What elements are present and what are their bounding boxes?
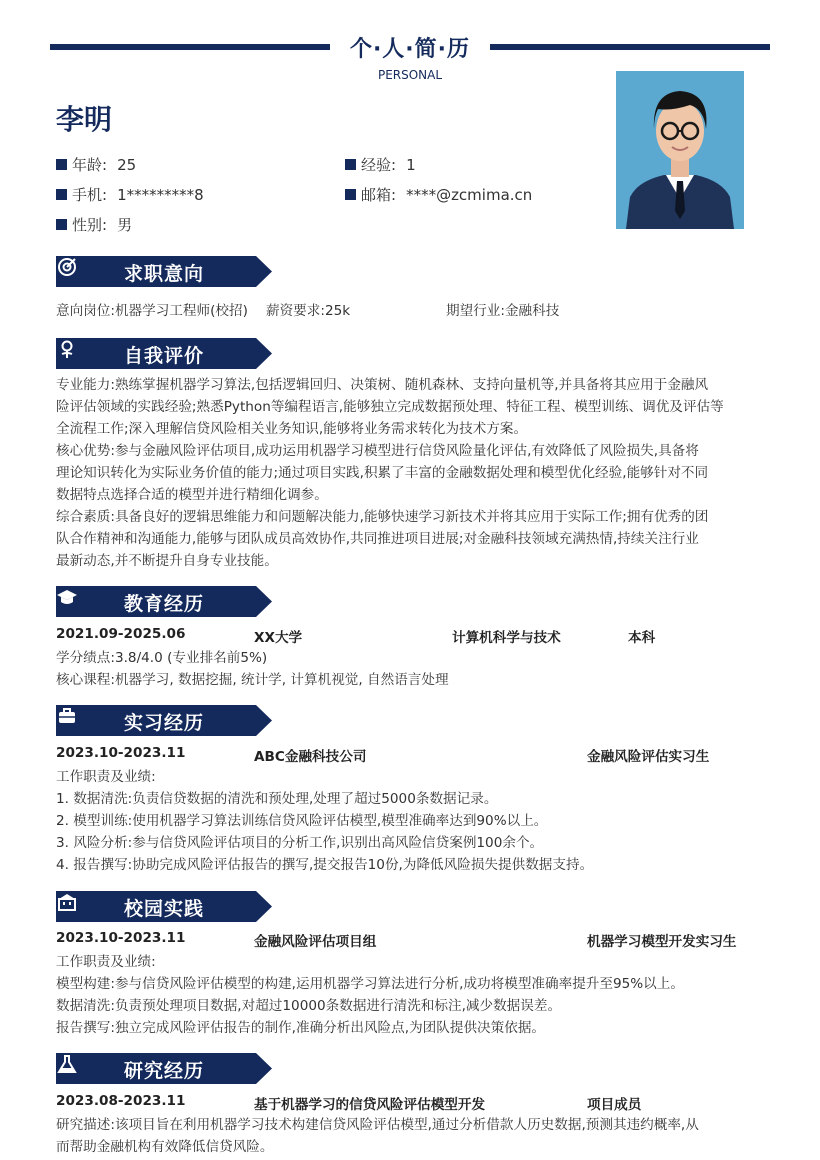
header-rule-right bbox=[490, 44, 770, 50]
experience-label: 经验: bbox=[361, 156, 397, 174]
briefcase-icon bbox=[56, 705, 78, 727]
self-eval-line: 队合作精神和沟通能力,能够与团队成员高效协作,共同推进项目进展;对金融科技领域充满热情,持续关注行业 bbox=[56, 531, 699, 547]
profile-photo bbox=[616, 71, 744, 229]
gender-label: 性别: bbox=[72, 216, 108, 234]
internship-role: 金融风险评估实习生 bbox=[587, 749, 710, 765]
intent-salary: 薪资要求:25k bbox=[266, 303, 351, 319]
graduation-cap-icon bbox=[56, 586, 78, 608]
education-period: 2021.09-2025.06 bbox=[56, 626, 186, 642]
self-eval-line: 全流程工作;深入理解信贷风险相关业务知识,能够将业务需求转化为技术方案。 bbox=[56, 421, 528, 437]
target-icon bbox=[56, 256, 78, 278]
self-eval-line: 最新动态,并不断提升自身专业技能。 bbox=[56, 553, 278, 569]
building-icon bbox=[56, 891, 78, 913]
bullet-square-icon bbox=[56, 189, 67, 200]
section-header-self-eval bbox=[56, 338, 272, 369]
campus-line: 数据清洗:负责预处理项目数据,对超过10000条数据进行清洗和标注,减少数据误差。 bbox=[56, 998, 562, 1014]
campus-line: 报告撰写:独立完成风险评估报告的制作,准确分析出风险点,为团队提供决策依据。 bbox=[56, 1020, 546, 1036]
education-gpa: 学分绩点:3.8/4.0 (专业排名前5%) bbox=[56, 650, 268, 666]
research-line: 研究描述:该项目旨在利用机器学习技术构建信贷风险评估模型,通过分析借款人历史数据,预测其违约概率,从 bbox=[56, 1117, 699, 1133]
campus-line: 模型构建:参与信贷风险评估模型的构建,运用机器学习算法进行分析,成功将模型准确率提升至95%以上。 bbox=[56, 976, 684, 992]
section-title: 研究经历 bbox=[124, 1060, 205, 1082]
internship-line: 1. 数据清洗:负责信贷数据的清洗和预处理,处理了超过5000条数据记录。 bbox=[56, 791, 498, 807]
education-degree: 本科 bbox=[628, 630, 656, 646]
self-eval-body bbox=[56, 374, 766, 572]
research-role: 项目成员 bbox=[587, 1097, 642, 1113]
self-eval-line: 专业能力:熟练掌握机器学习算法,包括逻辑回归、决策树、随机森林、支持向量机等,并具备将其应用于金融风 bbox=[56, 377, 709, 393]
header-rule-left bbox=[50, 44, 330, 50]
section-title: 实习经历 bbox=[124, 712, 205, 734]
gender-value: 男 bbox=[117, 216, 133, 234]
resume-subtitle: PERSONAL bbox=[377, 68, 443, 82]
age-value: 25 bbox=[117, 155, 137, 174]
internship-line: 2. 模型训练:使用机器学习算法训练信贷风险评估模型,模型准确率达到90%以上。 bbox=[56, 813, 548, 829]
age-label: 年龄: bbox=[72, 156, 108, 174]
phone-label: 手机: bbox=[72, 186, 108, 204]
self-eval-line: 综合素质:具备良好的逻辑思维能力和问题解决能力,能够快速学习新技术并将其应用于实际工作;拥有优秀的团 bbox=[56, 509, 709, 525]
education-courses: 核心课程:机器学习, 数据挖掘, 统计学, 计算机视觉, 自然语言处理 bbox=[56, 672, 449, 688]
section-title: 求职意向 bbox=[124, 263, 205, 285]
bullet-square-icon bbox=[345, 189, 356, 200]
candidate-name: 李明 bbox=[56, 103, 113, 136]
section-header-internship bbox=[56, 705, 272, 736]
section-title: 校园实践 bbox=[124, 898, 205, 920]
email-field bbox=[345, 184, 532, 205]
campus-period: 2023.10-2023.11 bbox=[56, 930, 186, 946]
internship-details bbox=[56, 766, 593, 876]
age-field bbox=[56, 154, 136, 175]
campus-role: 机器学习模型开发实习生 bbox=[587, 934, 737, 950]
email-value: ****@zcmima.cn bbox=[406, 185, 533, 204]
education-major: 计算机科学与技术 bbox=[452, 630, 561, 646]
internship-period: 2023.10-2023.11 bbox=[56, 745, 186, 761]
self-eval-line: 险评估领域的实践经验;熟悉Python等编程语言,能够独立完成数据预处理、特征工程、模型训练、调优及评估等 bbox=[56, 399, 724, 415]
email-label: 邮箱: bbox=[361, 186, 397, 204]
self-eval-line: 核心优势:参与金融风险评估项目,成功运用机器学习模型进行信贷风险量化评估,有效降低了风险损失,具备将 bbox=[56, 443, 699, 459]
section-title: 自我评价 bbox=[124, 345, 205, 367]
self-eval-line: 理论知识转化为实际业务价值的能力;通过项目实践,积累了丰富的金融数据处理和模型优化经验,能够针对不同 bbox=[56, 465, 709, 481]
research-period: 2023.08-2023.11 bbox=[56, 1093, 186, 1109]
section-header-research bbox=[56, 1053, 272, 1084]
self-eval-line: 数据特点选择合适的模型并进行精细化调参。 bbox=[56, 487, 328, 503]
bullet-square-icon bbox=[345, 159, 356, 170]
campus-org: 金融风险评估项目组 bbox=[254, 934, 377, 950]
internship-line: 3. 风险分析:参与信贷风险评估项目的分析工作,识别出高风险信贷案例100余个。 bbox=[56, 835, 544, 851]
education-details bbox=[56, 647, 449, 691]
section-header-campus bbox=[56, 891, 272, 922]
flask-icon bbox=[56, 1053, 78, 1075]
intent-position: 意向岗位:机器学习工程师(校招) bbox=[56, 303, 248, 319]
research-project: 基于机器学习的信贷风险评估模型开发 bbox=[254, 1097, 486, 1113]
bullet-square-icon bbox=[56, 159, 67, 170]
phone-field bbox=[56, 184, 204, 205]
internship-company: ABC金融科技公司 bbox=[254, 749, 367, 765]
experience-value: 1 bbox=[406, 155, 416, 174]
phone-value: 1*********8 bbox=[117, 185, 204, 204]
internship-line: 4. 报告撰写:协助完成风险评估报告的撰写,提交报告10份,为降低风险损失提供数据支持。 bbox=[56, 857, 594, 873]
education-school: XX大学 bbox=[254, 630, 303, 646]
section-header-intent bbox=[56, 256, 272, 287]
research-details bbox=[56, 1114, 766, 1158]
flower-icon bbox=[56, 338, 78, 360]
bullet-square-icon bbox=[56, 219, 67, 230]
intent-industry: 期望行业:金融科技 bbox=[446, 303, 560, 319]
gender-field bbox=[56, 214, 132, 235]
campus-details bbox=[56, 951, 684, 1039]
research-line: 而帮助金融机构有效降低信贷风险。 bbox=[56, 1139, 274, 1155]
internship-line: 工作职责及业绩: bbox=[56, 769, 156, 785]
resume-title: 个·人·简·历 bbox=[349, 37, 471, 62]
section-title: 教育经历 bbox=[124, 593, 205, 615]
section-header-education bbox=[56, 586, 272, 617]
experience-field bbox=[345, 154, 416, 175]
campus-line: 工作职责及业绩: bbox=[56, 954, 156, 970]
